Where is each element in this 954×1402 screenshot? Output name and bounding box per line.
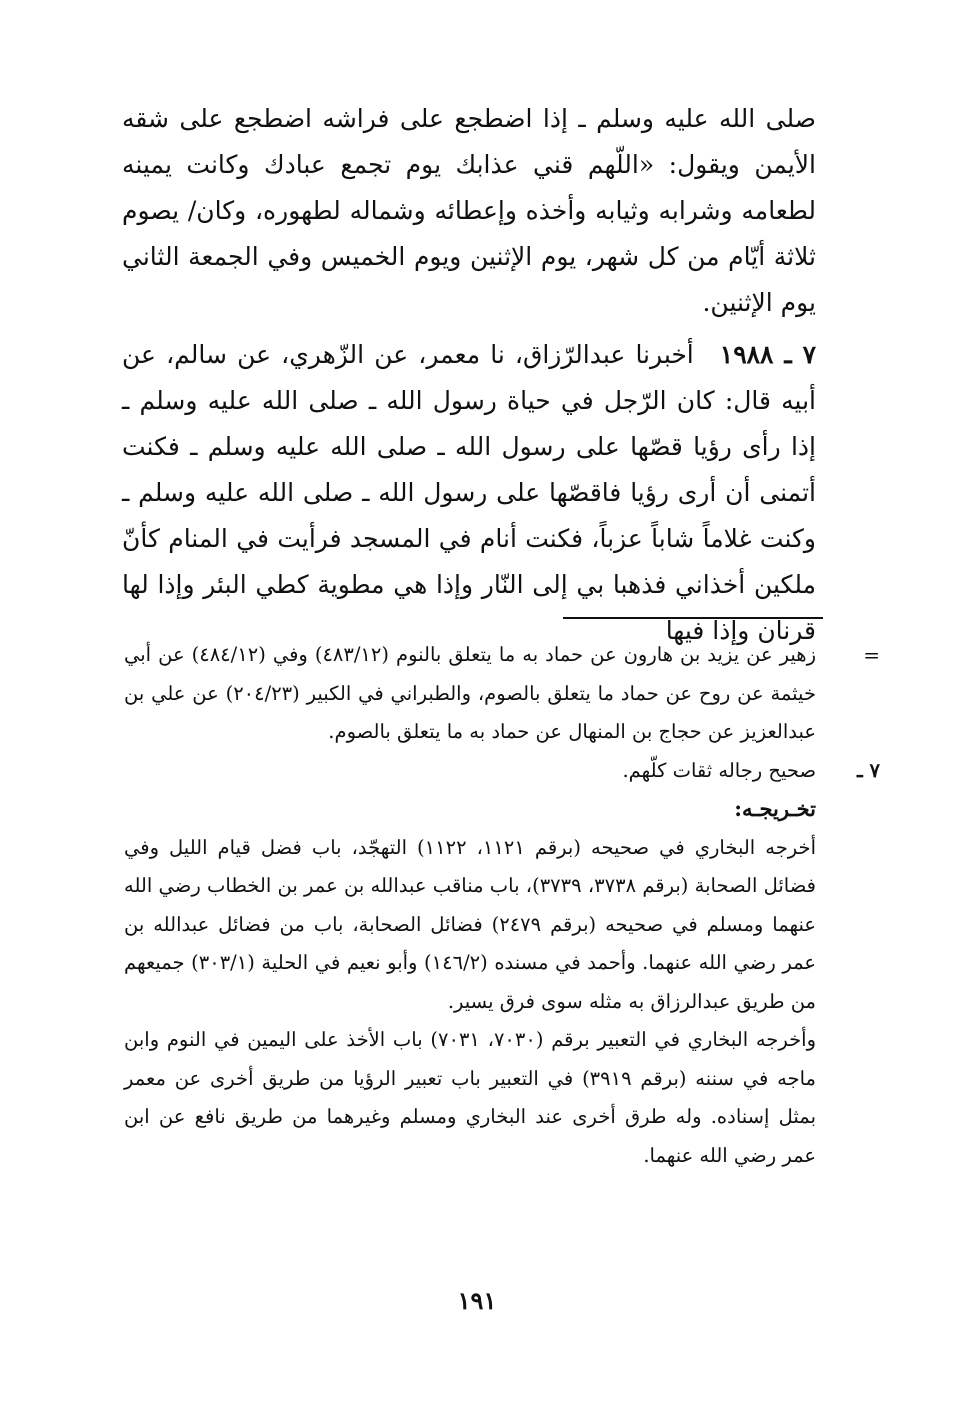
takhrij-heading: تخـريجـه:: [734, 796, 816, 821]
continuation-marker: =: [863, 643, 880, 667]
main-paragraph-1: صلى الله عليه وسلم ـ إذا اضطجع على فراشه اضطجع على شقه الأيمن ويقول: «اللّهم قني عذابك يوم تجمع عبادك وكانت يمينه لطعامه وشرابه وثيابه وأخذه وإعطائه وشماله لطهوره، وكان/ يصوم ثلاثة أيّام من كل شهر، يوم الإثنين ويوم الخميس وفي الجمعة الثاني يوم الإثنين.: [122, 104, 816, 317]
main-paragraph-2: [122, 332, 816, 654]
footnote-7-grade: صحيح رجاله ثقات كلّهم.: [622, 758, 816, 782]
footnote-7: [124, 752, 880, 1176]
page-number: ١٩١: [457, 1286, 497, 1315]
footnote-continued: [124, 636, 880, 752]
footnote-continued-text: زهير عن يزيد بن هارون عن حماد به ما يتعلق بالنوم (٤٨٣/١٢) وفي (٤٨٤/١٢) عن أبي خيثمة عن روح عن حماد ما يتعلق بالصوم، والطبراني في الكبير (٢٠٤/٢٣) عن علي بن عبدالعزيز عن حجاج بن المنهال عن حماد به ما يتعلق بالصوم.: [124, 643, 816, 743]
main-text: [122, 96, 816, 654]
hadith-text: أخبرنا عبدالرّزاق، نا معمر، عن الزّهري، عن سالم، عن أبيه قال: كان الرّجل في حياة رسول الله ـ صلى الله عليه وسلم ـ إذا رأى رؤيا قصّها على رسول الله ـ صلى الله عليه وسلم ـ فكنت أتمنى أن أرى رؤيا فاقصّها على رسول الله ـ صلى الله عليه وسلم ـ وكنت غلاماً شاباً عزباً، فكنت أنام في المسجد فرأيت في المنام كأنّ ملكين أخذاني فذهبا بي إلى النّار وإذا هي مطوية كطي البئر وإذا لها قرنان وإذا فيها: [122, 340, 816, 645]
hadith-number: ٧ ـ ١٩٨٨: [719, 340, 817, 369]
takhrij-paragraph-1: أخرجه البخاري في صحيحه (برقم ١١٢١، ١١٢٢) التهجّد، باب فضل قيام الليل وفي فضائل الصحابة (برقم ٣٧٣٨، ٣٧٣٩)، باب مناقب عبدالله بن عمر بن الخطاب رضي الله عنهما ومسلم في صحيحه (برقم ٢٤٧٩) فضائل الصحابة، باب من فضائل عبدالله بن عمر رضي الله عنهما. وأحمد في مسنده (١٤٦/٢) وأبو نعيم في الحلية (٣٠٣/١) جميعهم من طريق عبدالرزاق به مثله سوى فرق يسير.: [124, 835, 816, 1013]
footnote-separator: [563, 617, 823, 619]
takhrij-paragraph-2: وأخرجه البخاري في التعبير برقم (٧٠٣٠، ٧٠٣١) باب الأخذ على اليمين في النوم وابن ماجه في سننه (برقم ٣٩١٩) في التعبير باب تعبير الرؤيا من طريق أخرى عن معمر بمثل إسناده. وله طرق أخرى عند البخاري ومسلم وغيرهما من طريق نافع عن ابن عمر رضي الله عنهما.: [124, 1028, 817, 1167]
footnotes: [124, 636, 880, 1175]
footnote-7-number: ٧ ـ: [857, 758, 880, 782]
